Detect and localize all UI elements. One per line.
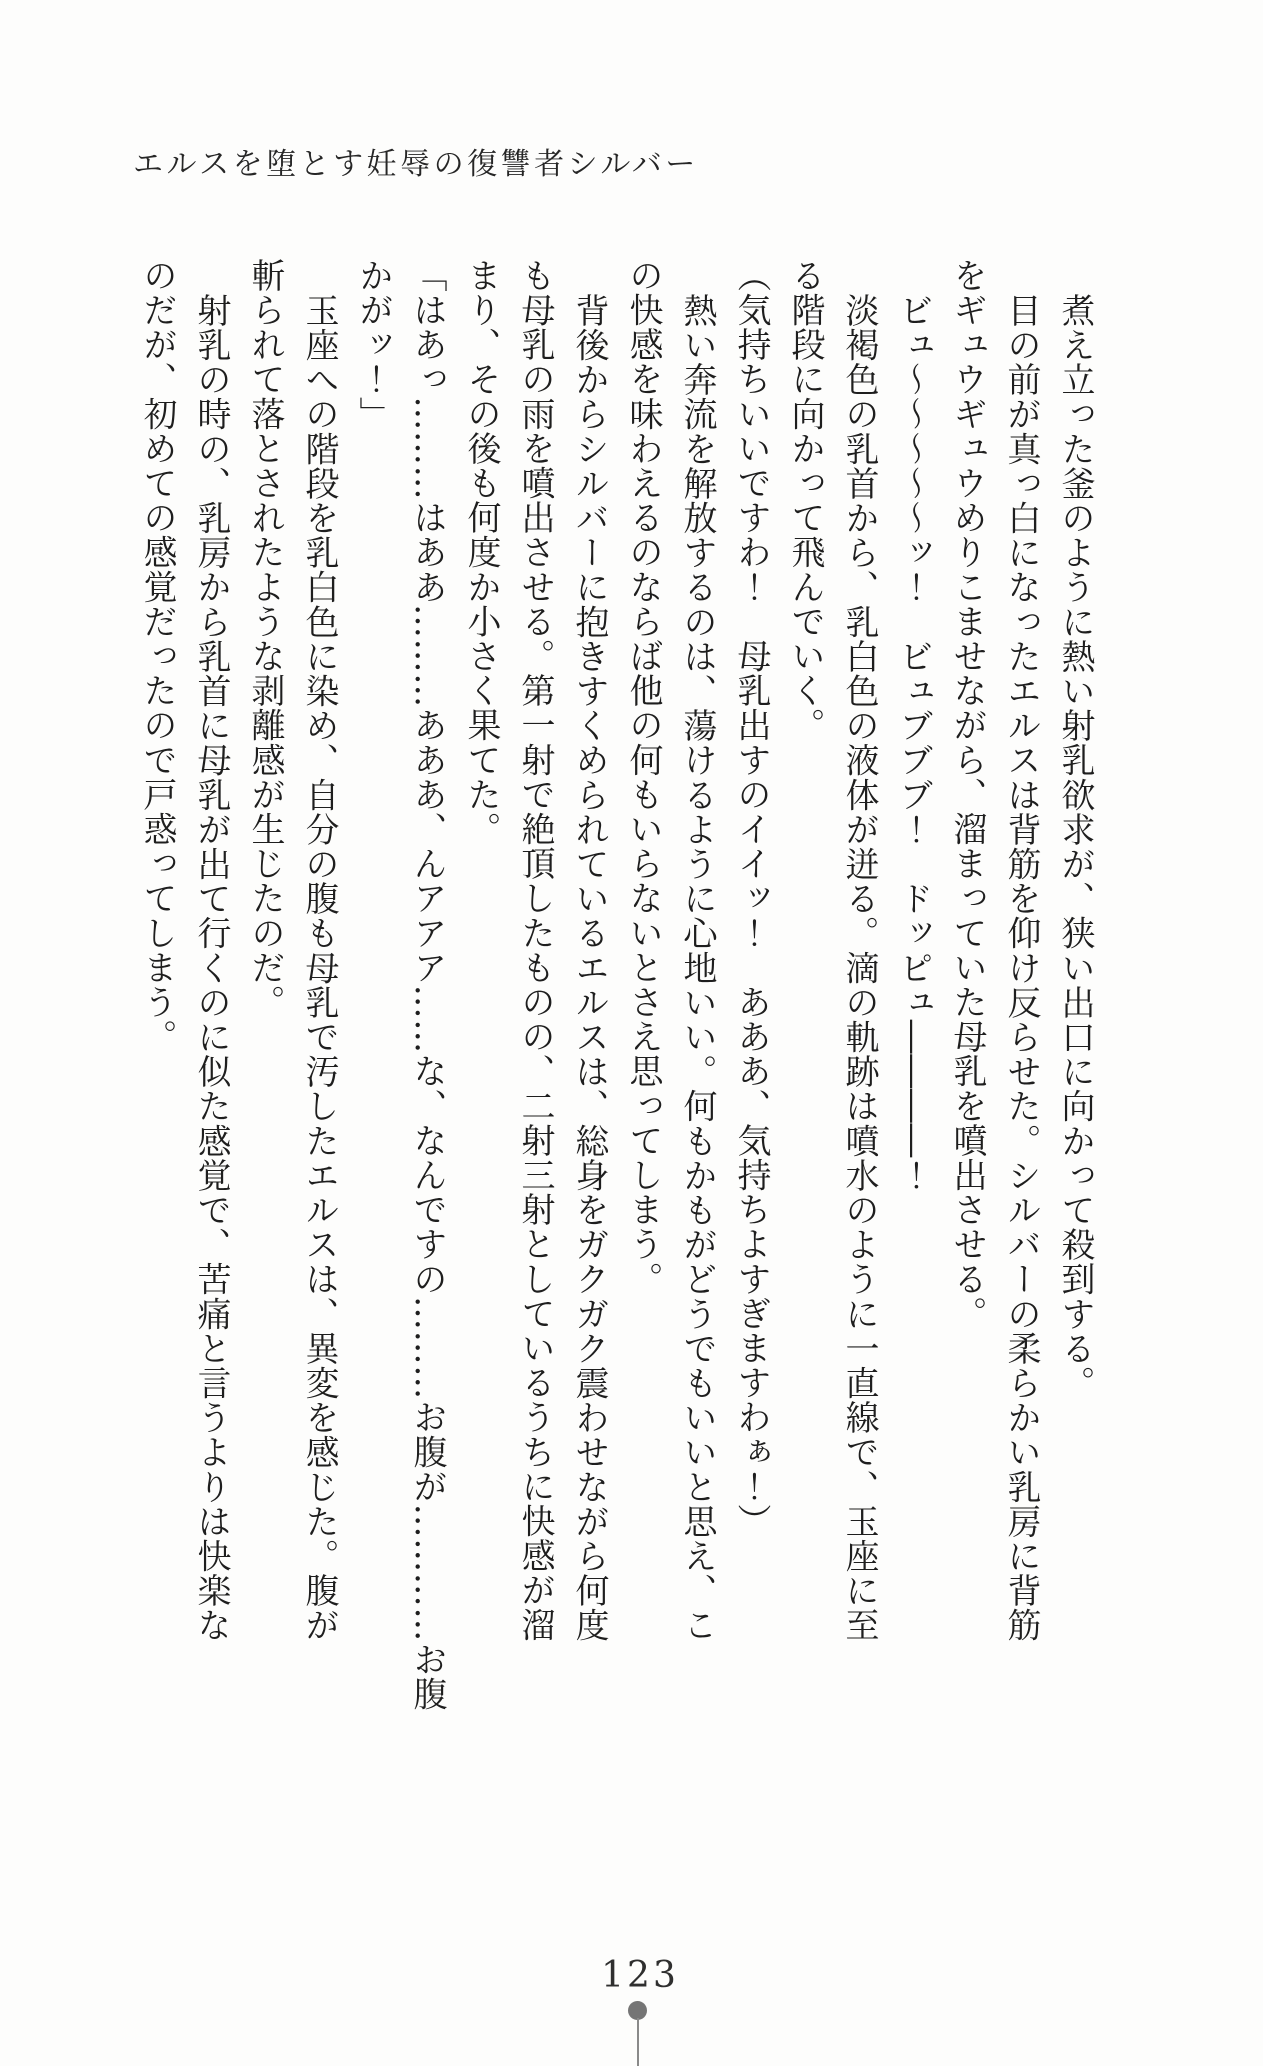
body-text-block	[130, 258, 1102, 1712]
text-line: ビュ～～～～～ッ！ ビュブブブ！ ドッピュ――――！	[893, 293, 933, 1193]
text-line: も母乳の雨を噴出させる。第一射で絶頂したものの、二射三射としているうちに快感が溜	[515, 258, 555, 1642]
text-line: 煮え立った釜のように熱い射乳欲求が、狭い出口に向かって殺到する。	[1055, 293, 1095, 1401]
ornament-stem-line	[637, 2018, 639, 2066]
text-line: 熱い奔流を解放するのは、蕩けるように心地いい。何もかもがどうでもいいと思え、こ	[677, 293, 717, 1643]
text-line: 淡褐色の乳首から、乳白色の液体が迸る。滴の軌跡は噴水のように一直線で、玉座に至	[839, 293, 879, 1643]
text-line: 背後からシルバーに抱きすくめられているエルスは、総身をガクガク震わせながら何度	[569, 293, 609, 1643]
text-line: まり、その後も何度か小さく果てた。	[461, 258, 501, 847]
text-line: 射乳の時の、乳房から乳首に母乳が出て行くのに似た感覚で、苦痛と言うよりは快楽な	[191, 293, 231, 1643]
text-line: の快感を味わえるのならば他の何もいらないとさえ思ってしまう。	[623, 258, 663, 1296]
page-number: 123	[601, 1955, 679, 1996]
text-line: （気持ちいいですわ！ 母乳出すのイイッ！ あああ、気持ちよすぎますわぁ！）	[731, 258, 771, 1539]
text-line: 斬られて落とされたような剥離感が生じたのだ。	[245, 258, 285, 1020]
text-line: 「はあっ………はああ………あああ、んアアア……な、なんですの………お腹が…………お腹	[407, 258, 447, 1712]
text-line: をギュウギュウめりこませながら、溜まっていた母乳を噴出させる。	[947, 258, 987, 1331]
running-title: エルスを堕とす妊辱の復讐者シルバー	[133, 147, 699, 182]
text-line: る階段に向かって飛んでいく。	[785, 258, 825, 743]
text-line: かがッ！」	[353, 258, 393, 431]
text-line: のだが、初めての感覚だったので戸惑ってしまう。	[137, 258, 177, 1054]
text-line: 玉座への階段を乳白色に染め、自分の腹も母乳で汚したエルスは、異変を感じた。腹が	[299, 293, 339, 1643]
text-line: 目の前が真っ白になったエルスは背筋を仰け反らせた。シルバーの柔らかい乳房に背筋	[1001, 293, 1041, 1643]
